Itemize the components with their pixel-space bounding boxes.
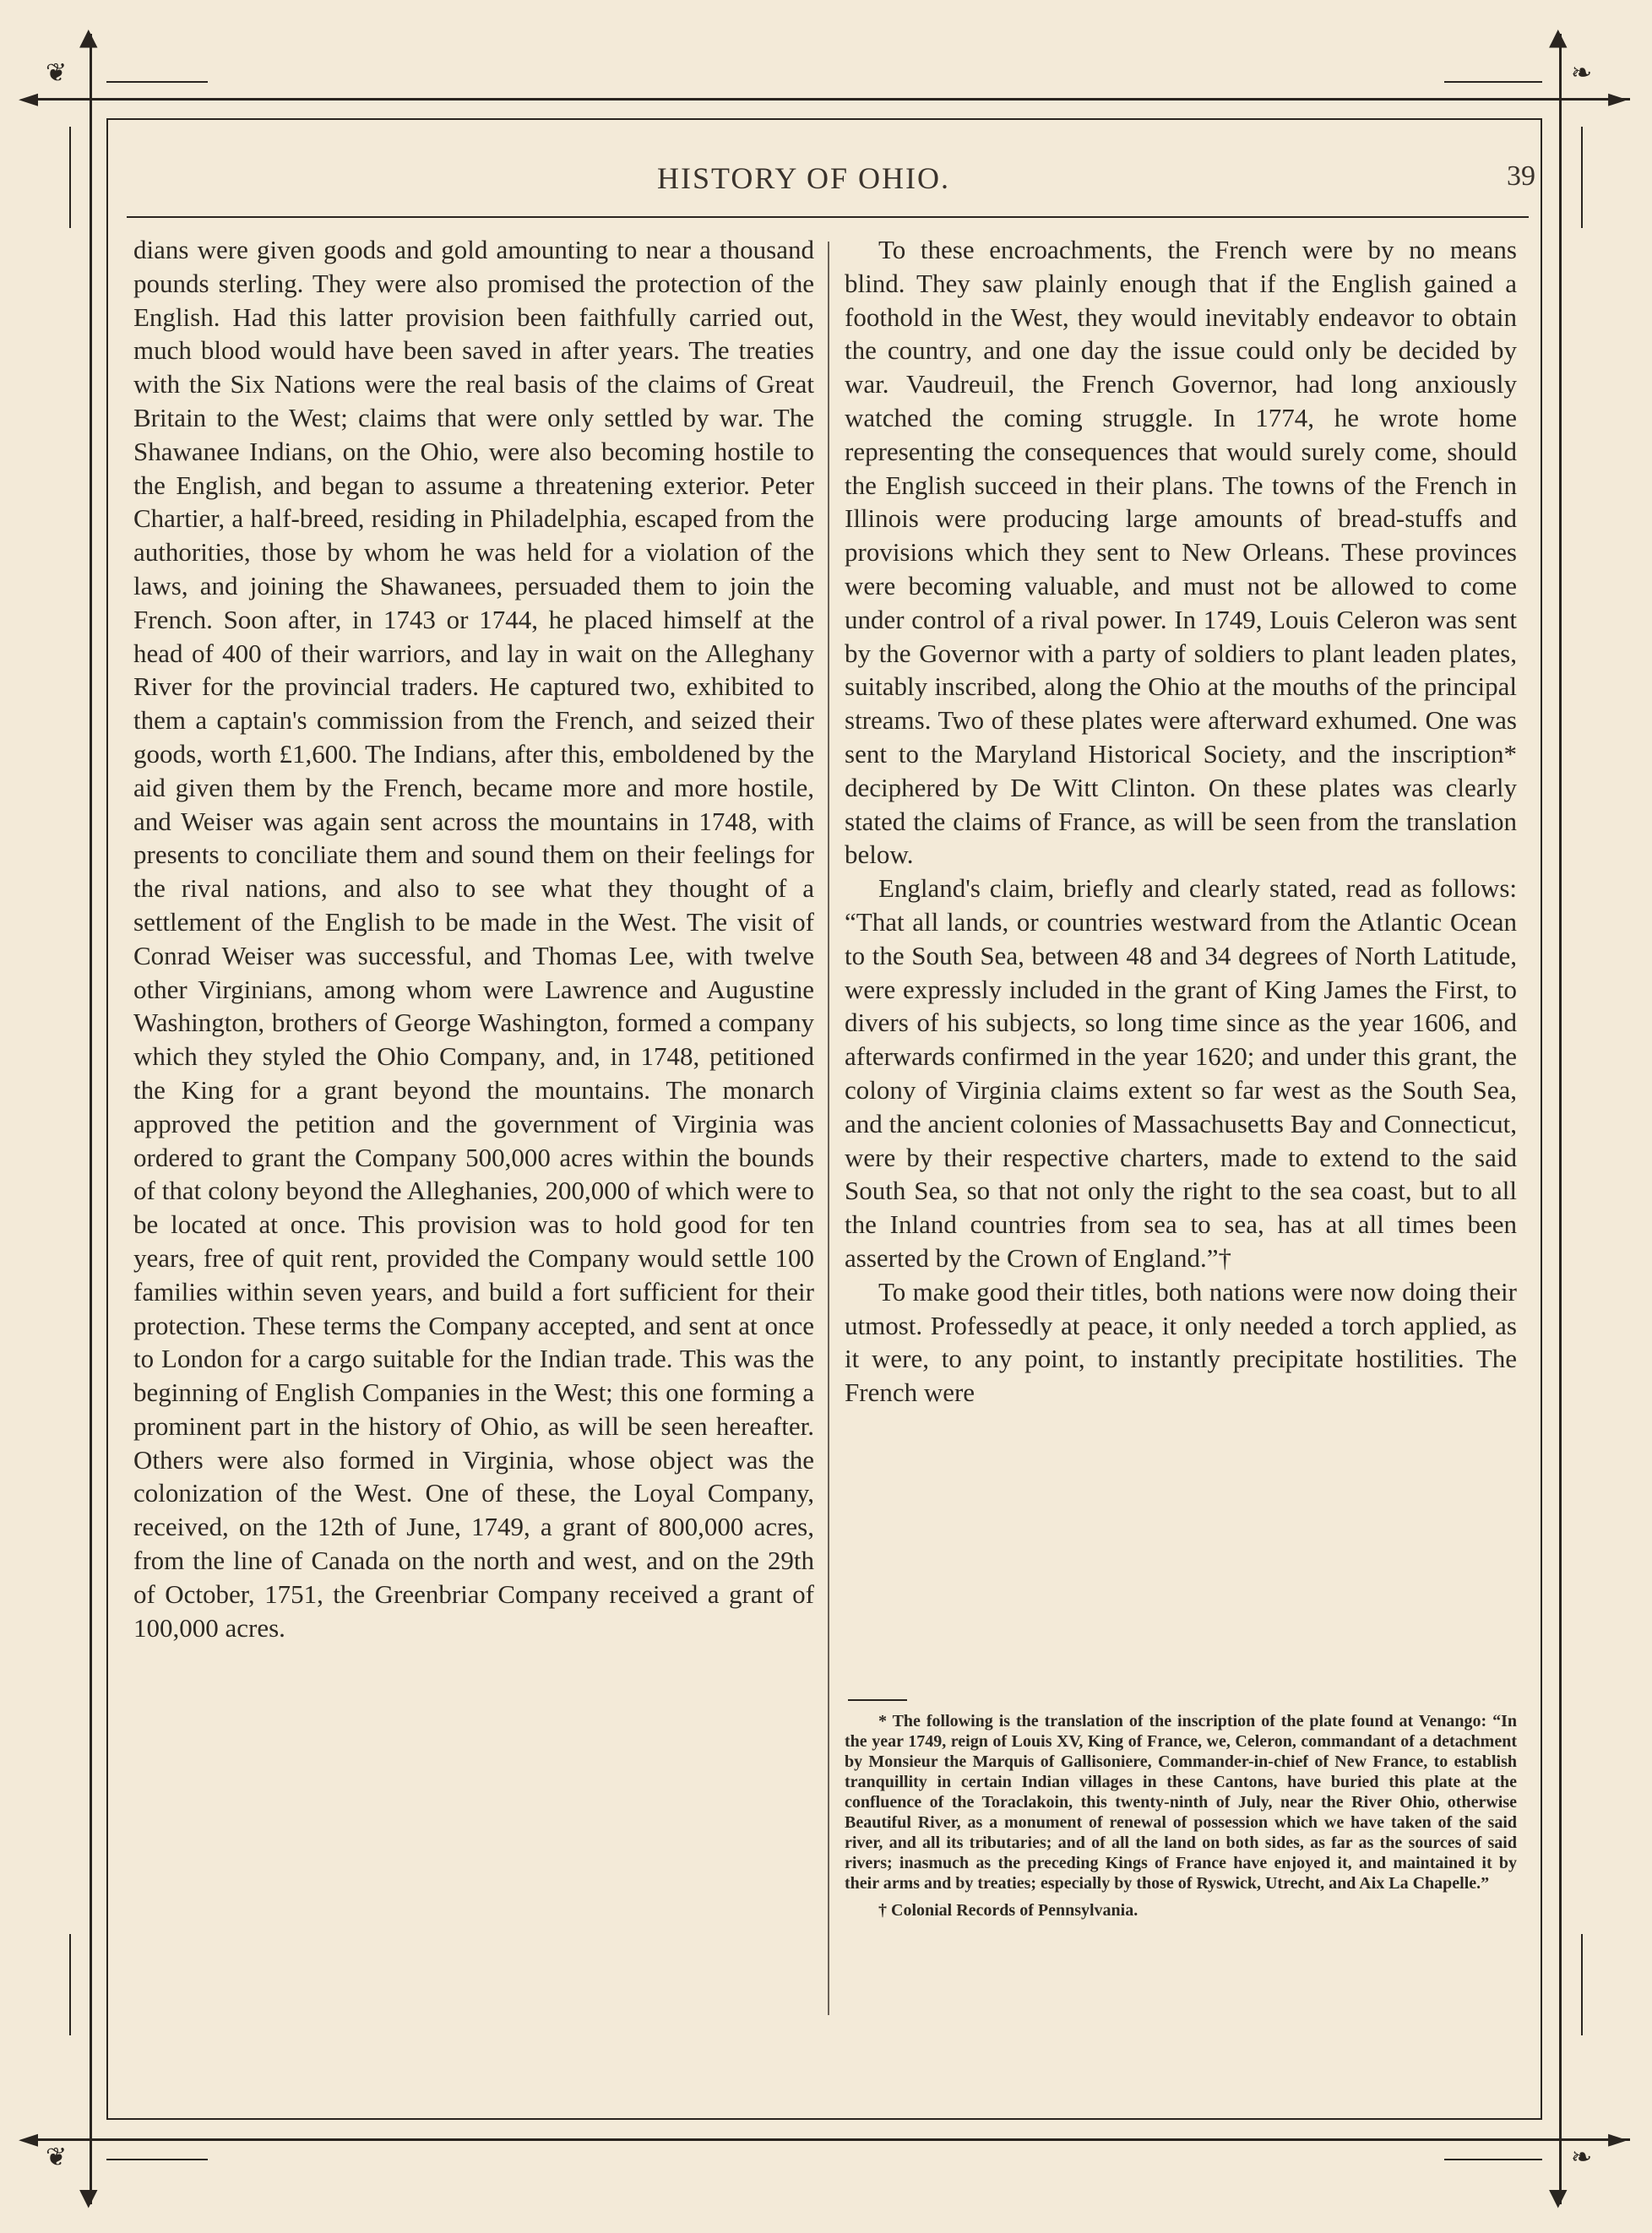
border-right-line bbox=[1559, 34, 1562, 2204]
page-number: 39 bbox=[1507, 160, 1535, 192]
page-header bbox=[108, 160, 1535, 198]
arrow-right-icon: ► bbox=[1608, 2124, 1628, 2154]
scroll-ornament-icon: ❦ bbox=[46, 2143, 68, 2172]
flourish-right-bottom bbox=[1581, 1934, 1583, 2035]
arrow-right-icon: ► bbox=[1608, 84, 1628, 113]
footnotes bbox=[845, 1711, 1517, 1921]
inner-border-left bbox=[106, 118, 108, 2120]
arrow-down-icon: ▼ bbox=[79, 2183, 98, 2211]
arrow-up-icon: ▲ bbox=[79, 23, 98, 51]
flourish-bottom-right bbox=[1444, 2159, 1542, 2160]
running-title: HISTORY OF OHIO. bbox=[657, 161, 951, 195]
inner-border-top bbox=[106, 118, 1542, 120]
flourish-left-top bbox=[69, 127, 71, 228]
inner-border-right bbox=[1541, 118, 1542, 2120]
arrow-down-icon: ▼ bbox=[1549, 2183, 1568, 2211]
left-column bbox=[133, 233, 814, 1644]
scroll-ornament-icon: ❧ bbox=[1571, 2143, 1593, 2172]
arrow-up-icon: ▲ bbox=[1549, 23, 1568, 51]
right-column bbox=[845, 233, 1517, 1410]
border-bottom-line bbox=[25, 2138, 1630, 2141]
border-left-line bbox=[90, 34, 92, 2204]
paragraph: To these encroachments, the French were by no means blind. They saw plainly enough that if the English gained a foothold in the West, they would inevitably endeavor to obtain the country, and one day the issue could only be decided by war. Vaudreuil, the French Governor, had long anxiously watched the coming struggle. In 1774, he wrote home representing the consequences that would surely come, should the English succeed in their plans. The towns of the French in Illinois were producing large amounts of bread-stuffs and provisions which they sent to New Orleans. These provinces were becoming valuable, and must not be allowed to come under control of a rival power. In 1749, Louis Celeron was sent by the Governor with a party of soldiers to plant leaden plates, suitably inscribed, along the Ohio at the mouths of the principal streams. Two of these plates were afterward exhumed. One was sent to the Maryland Historical Society, and the inscription* deciphered by De Witt Clinton. On these plates was clearly stated the claims of France, as will be seen from the translation below. bbox=[845, 235, 1517, 870]
flourish-bottom-left bbox=[106, 2159, 208, 2160]
arrow-left-icon: ◄ bbox=[19, 2124, 39, 2154]
flourish-top-left bbox=[106, 81, 208, 83]
flourish-top-right bbox=[1444, 81, 1542, 83]
footnote-inscription: * The following is the translation of the inscription of the plate found at Venango: “In the year 1749, reign of Louis XV, King of France, we, Celeron, commandant of a detachment by Monsieur the Marquis of Gallisoniere, Commander-in-chief of New France, to establish tranquillity in certain Indian villages in these Cantons, have buried this plate at the confluence of the Toraclakoin, this twenty-ninth of July, near the River Ohio, otherwise Beautiful River, as a monument of renewal of possession which we have taken of the said river, and all its tributaries; and of all the land on both sides, as far as the sources of said rivers; inasmuch as the preceding Kings of France have enjoyed it, and maintained it by their arms and by treaties; especially by those of Ryswick, Utrecht, and Aix La Chapelle.” bbox=[845, 1712, 1517, 1893]
scroll-ornament-icon: ❦ bbox=[46, 58, 68, 88]
header-rule bbox=[127, 216, 1529, 218]
paragraph: To make good their titles, both nations were now doing their utmost. Professedly at peace, it only needed a torch applied, as it were, to any point, to instantly precipitate hostilities. The French were bbox=[845, 1276, 1517, 1408]
column-divider bbox=[828, 242, 829, 2015]
scroll-ornament-icon: ❧ bbox=[1571, 58, 1593, 88]
flourish-right-top bbox=[1581, 127, 1583, 228]
inner-border-bottom bbox=[106, 2118, 1542, 2120]
border-top-line bbox=[25, 98, 1630, 101]
flourish-left-bottom bbox=[69, 1934, 71, 2035]
footnote-rule bbox=[848, 1699, 907, 1701]
arrow-left-icon: ◄ bbox=[19, 84, 39, 113]
paragraph: dians were given goods and gold amounting to near a thousand pounds sterling. They were also promised the protection of the English. Had this latter provision been faithfully carried out, much blood would have been saved in after years. The treaties with the Six Nations were the real basis of the claims of Great Britain to the West; claims that were only settled by war. The Shawanee Indians, on the Ohio, were also becoming hostile to the English, and began to assume a threatening exterior. Peter Chartier, a half-breed, residing in Philadelphia, escaped from the authorities, those by whom he was held for a violation of the laws, and joining the Shawanees, persuaded them to join the French. Soon after, in 1743 or 1744, he placed himself at the head of 400 of their warriors, and lay in wait on the Alleghany River for the provincial traders. He captured two, exhibited to them a captain's commission from the French, and seized their goods, worth £1,600. The Indians, after this, emboldened by the aid given them by the French, became more and more hostile, and Weiser was again sent across the mountains in 1748, with presents to conciliate them and sound them on their feelings for the rival nations, and also to see what they thought of a settlement of the English to be made in the West. The visit of Conrad Weiser was successful, and Thomas Lee, with twelve other Virginians, among whom were Lawrence and Augustine Washington, brothers of George Washington, formed a company which they styled the Ohio Company, and, in 1748, petitioned the King for a grant beyond the mountains. The monarch approved the petition and the government of Virginia was ordered to grant the Company 500,000 acres within the bounds of that colony beyond the Alleghanies, 200,000 of which were to be located at once. This provision was to hold good for ten years, free of quit rent, provided the Company would settle 100 families within seven years, and build a fort sufficient for their protection. These terms the Company accepted, and sent at once to London for a cargo suitable for the Indian trade. This was the beginning of English Companies in the West; this one forming a prominent part in the history of Ohio, as will be seen hereafter. Others were also formed in Virginia, whose object was the colonization of the West. One of these, the Loyal Company, received, on the 12th of June, 1749, a grant of 800,000 acres, from the line of Canada on the north and west, and on the 29th of October, 1751, the Greenbriar Company received a grant of 100,000 acres. bbox=[133, 235, 814, 1643]
footnote-colonial-records: † Colonial Records of Pennsylvania. bbox=[878, 1901, 1138, 1920]
paragraph: England's claim, briefly and clearly stated, read as follows: “That all lands, or countries westward from the Atlantic Ocean to the South Sea, between 48 and 34 degrees of North Latitude, were expressly included in the grant of King James the First, to divers of his subjects, so long time since as the year 1606, and afterwards confirmed in the year 1620; and under this grant, the colony of Virginia claims extent so far west as the South Sea, and the ancient colonies of Massachusetts Bay and Connecticut, were by their respective charters, made to extend to the said South Sea, so that not only the right to the sea coast, but to all the Inland countries from sea to sea, has at all times been asserted by the Crown of England.”† bbox=[845, 873, 1517, 1273]
